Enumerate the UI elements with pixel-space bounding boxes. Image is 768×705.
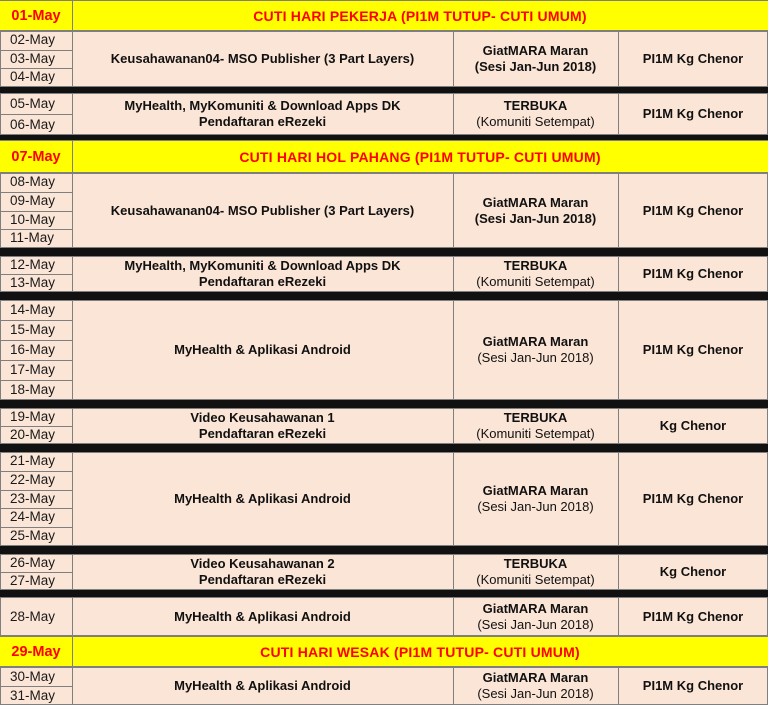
grid-line: [72, 93, 73, 135]
venue-name: GiatMARA Maran: [482, 600, 589, 616]
date-cell: 30-May: [10, 669, 56, 684]
grid-line: [0, 508, 72, 509]
grid-line: [453, 408, 454, 444]
grid-line: [0, 173, 1, 248]
grid-line: [0, 490, 72, 491]
date-cell: 11-May: [10, 230, 55, 246]
grid-line: [0, 452, 1, 546]
grid-line: [0, 211, 72, 212]
activity-cell: [72, 173, 453, 248]
separator-bar: [0, 400, 768, 408]
venue-cell: [453, 31, 618, 87]
venue-cell: [453, 93, 618, 135]
date-cell: 17-May: [10, 362, 56, 377]
holiday-date-text: 01-May: [11, 7, 61, 24]
grid-line: [0, 320, 72, 321]
activity-text: Video Keusahawanan 2: [190, 556, 335, 571]
activity-text: Keusahawanan04- MSO Publisher (3 Part Layers): [110, 202, 415, 218]
date-cell: 15-May: [10, 322, 56, 337]
grid-line: [0, 340, 72, 341]
location-text: PI1M Kg Chenor: [642, 491, 744, 506]
grid-line: [0, 134, 768, 135]
holiday-date: [0, 140, 72, 173]
location-cell: [618, 93, 768, 135]
grid-line: [72, 256, 73, 292]
holiday-title-text: CUTI HARI WESAK (PI1M TUTUP- CUTI UMUM): [260, 643, 580, 660]
date-cell: 10-May: [10, 211, 56, 227]
venue-cell: [453, 554, 618, 590]
location-text: Kg Chenor: [659, 418, 727, 433]
grid-line: [0, 31, 1, 87]
location-cell: [618, 597, 768, 636]
venue-name: GiatMARA Maran: [482, 483, 589, 498]
activity-text: Pendaftaran eRezeki: [198, 572, 327, 587]
location-text: Kg Chenor: [659, 564, 727, 579]
location-text: PI1M Kg Chenor: [642, 342, 744, 357]
date-cell: 06-May: [10, 117, 56, 132]
grid-line: [453, 667, 454, 705]
grid-line: [0, 140, 768, 141]
date-cell: 18-May: [10, 382, 56, 397]
activity-text: Video Keusahawanan 1: [190, 410, 335, 425]
grid-line: [0, 274, 72, 275]
date-cell: 04-May: [10, 69, 56, 85]
grid-line: [0, 173, 768, 174]
grid-line: [618, 93, 619, 135]
grid-line: [72, 554, 73, 590]
location-text: PI1M Kg Chenor: [642, 51, 744, 66]
venue-cell: [453, 597, 618, 636]
session-dates: [0, 554, 72, 590]
grid-line: [618, 554, 619, 590]
activity-text: MyHealth & Aplikasi Android: [174, 678, 351, 693]
grid-line: [72, 667, 73, 705]
location-cell: [618, 667, 768, 705]
activity-cell: [72, 667, 453, 705]
activity-cell: [72, 256, 453, 292]
venue-note: (Komuniti Setempat): [476, 274, 595, 289]
grid-line: [0, 426, 72, 427]
holiday-title: [72, 636, 768, 667]
activity-text: MyHealth, MyKomuniti & Download Apps DK: [124, 258, 401, 273]
date-cell: 02-May: [10, 32, 56, 47]
grid-line: [0, 300, 768, 301]
location-cell: [618, 452, 768, 546]
venue-name: GiatMARA Maran: [482, 334, 589, 349]
grid-line: [0, 360, 72, 361]
date-cell: 28-May: [10, 609, 56, 624]
grid-line: [0, 686, 72, 687]
venue-name: GiatMARA Maran: [482, 670, 589, 685]
holiday-date: [0, 636, 72, 667]
session-dates: [0, 667, 72, 705]
date-cell: 05-May: [10, 96, 56, 111]
grid-line: [72, 408, 73, 444]
date-cell: 19-May: [10, 409, 56, 424]
venue-note: (Sesi Jan-Jun 2018): [474, 59, 597, 74]
grid-line: [72, 636, 73, 667]
session-dates: [0, 300, 72, 400]
session-dates: [0, 256, 72, 292]
venue-name: TERBUKA: [503, 258, 568, 273]
grid-line: [0, 31, 768, 32]
separator-bar: [0, 292, 768, 300]
holiday-date-text: 29-May: [11, 643, 61, 660]
venue-name: TERBUKA: [503, 98, 568, 113]
venue-cell: [453, 667, 618, 705]
grid-line: [0, 256, 768, 257]
grid-line: [0, 256, 1, 292]
grid-line: [0, 229, 72, 230]
holiday-date: [0, 0, 72, 31]
session-dates: [0, 93, 72, 135]
grid-line: [618, 256, 619, 292]
date-cell: 12-May: [10, 257, 56, 272]
date-cell: 23-May: [10, 490, 56, 506]
grid-line: [453, 31, 454, 87]
grid-line: [0, 93, 1, 135]
grid-line: [0, 452, 768, 453]
venue-note: (Sesi Jan-Jun 2018): [474, 210, 597, 226]
venue-name: GiatMARA Maran: [482, 43, 589, 58]
activity-cell: [72, 554, 453, 590]
grid-line: [0, 50, 72, 51]
location-cell: [618, 256, 768, 292]
grid-line: [72, 0, 73, 31]
date-cell: 14-May: [10, 302, 56, 317]
grid-line: [0, 68, 72, 69]
grid-line: [0, 667, 1, 705]
session-dates: [0, 408, 72, 444]
activity-cell: [72, 31, 453, 87]
activity-cell: [72, 597, 453, 636]
venue-note: (Sesi Jan-Jun 2018): [477, 686, 594, 701]
grid-line: [0, 300, 1, 400]
holiday-title-text: CUTI HARI HOL PAHANG (PI1M TUTUP- CUTI UMUM): [239, 148, 601, 165]
grid-line: [453, 300, 454, 400]
date-cell: 08-May: [10, 174, 56, 189]
session-dates: [0, 31, 72, 87]
session-dates: [0, 452, 72, 546]
date-cell: 27-May: [10, 573, 56, 588]
date-cell: 20-May: [10, 427, 56, 442]
location-text: PI1M Kg Chenor: [642, 202, 744, 218]
grid-line: [453, 256, 454, 292]
activity-text: Pendaftaran eRezeki: [198, 426, 327, 441]
venue-note: (Sesi Jan-Jun 2018): [477, 616, 594, 632]
activity-cell: [72, 452, 453, 546]
separator-bar: [0, 546, 768, 554]
venue-cell: [453, 173, 618, 248]
activity-text: MyHealth & Aplikasi Android: [174, 491, 351, 506]
date-cell: 31-May: [10, 688, 56, 703]
grid-line: [0, 572, 72, 573]
grid-line: [72, 597, 73, 636]
date-cell: 24-May: [10, 509, 56, 525]
date-cell: 25-May: [10, 528, 56, 544]
location-cell: [618, 300, 768, 400]
grid-line: [453, 452, 454, 546]
location-cell: [618, 408, 768, 444]
grid-line: [618, 300, 619, 400]
activity-cell: [72, 408, 453, 444]
venue-name: GiatMARA Maran: [482, 194, 589, 210]
holiday-title: [72, 0, 768, 31]
grid-line: [0, 471, 72, 472]
grid-line: [0, 114, 72, 115]
date-cell: 26-May: [10, 555, 56, 570]
grid-line: [618, 31, 619, 87]
activity-text: Pendaftaran eRezeki: [198, 114, 327, 129]
venue-cell: [453, 300, 618, 400]
grid-line: [618, 597, 619, 636]
venue-name: TERBUKA: [503, 410, 568, 425]
session-dates: [0, 173, 72, 248]
grid-line: [0, 636, 768, 637]
venue-cell: [453, 452, 618, 546]
location-text: PI1M Kg Chenor: [642, 106, 744, 121]
grid-line: [0, 380, 72, 381]
date-cell: 13-May: [10, 275, 56, 290]
grid-line: [0, 0, 768, 1]
date-cell: 09-May: [10, 192, 56, 208]
separator-bar: [0, 590, 768, 597]
grid-line: [0, 408, 1, 444]
venue-note: (Komuniti Setempat): [476, 426, 595, 441]
grid-line: [618, 408, 619, 444]
activity-text: MyHealth & Aplikasi Android: [174, 608, 351, 624]
holiday-title: [72, 140, 768, 173]
grid-line: [0, 192, 72, 193]
location-cell: [618, 31, 768, 87]
date-cell: 03-May: [10, 50, 56, 66]
activity-text: MyHealth, MyKomuniti & Download Apps DK: [124, 98, 401, 113]
date-cell: 21-May: [10, 453, 56, 468]
venue-note: (Sesi Jan-Jun 2018): [477, 350, 594, 365]
venue-name: TERBUKA: [503, 556, 568, 571]
grid-line: [453, 93, 454, 135]
location-text: PI1M Kg Chenor: [642, 266, 744, 281]
grid-line: [0, 667, 768, 668]
grid-line: [72, 300, 73, 400]
grid-line: [0, 597, 768, 598]
grid-line: [0, 93, 768, 94]
activity-cell: [72, 300, 453, 400]
activity-text: Keusahawanan04- MSO Publisher (3 Part Layers): [110, 51, 415, 66]
grid-line: [453, 597, 454, 636]
grid-line: [0, 527, 72, 528]
grid-line: [0, 597, 1, 636]
grid-line: [618, 173, 619, 248]
activity-text: MyHealth & Aplikasi Android: [174, 342, 351, 357]
activity-cell: [72, 93, 453, 135]
grid-line: [0, 408, 768, 409]
venue-note: (Sesi Jan-Jun 2018): [477, 499, 594, 514]
activity-text: Pendaftaran eRezeki: [198, 274, 327, 289]
grid-line: [72, 31, 73, 87]
grid-line: [72, 140, 73, 173]
grid-line: [618, 452, 619, 546]
grid-line: [72, 173, 73, 248]
holiday-title-text: CUTI HARI PEKERJA (PI1M TUTUP- CUTI UMUM): [253, 7, 587, 24]
grid-line: [0, 554, 768, 555]
holiday-date-text: 07-May: [11, 148, 61, 165]
venue-cell: [453, 256, 618, 292]
location-text: PI1M Kg Chenor: [642, 608, 744, 624]
venue-note: (Komuniti Setempat): [476, 572, 595, 587]
location-text: PI1M Kg Chenor: [642, 678, 744, 693]
separator-bar: [0, 248, 768, 256]
venue-note: (Komuniti Setempat): [476, 114, 595, 129]
venue-cell: [453, 408, 618, 444]
grid-line: [453, 554, 454, 590]
grid-line: [453, 173, 454, 248]
location-cell: [618, 554, 768, 590]
grid-line: [618, 667, 619, 705]
grid-line: [72, 452, 73, 546]
location-cell: [618, 173, 768, 248]
date-cell: 22-May: [10, 471, 56, 487]
date-cell: 16-May: [10, 342, 56, 357]
separator-bar: [0, 444, 768, 452]
grid-line: [0, 554, 1, 590]
session-dates: [0, 597, 72, 636]
